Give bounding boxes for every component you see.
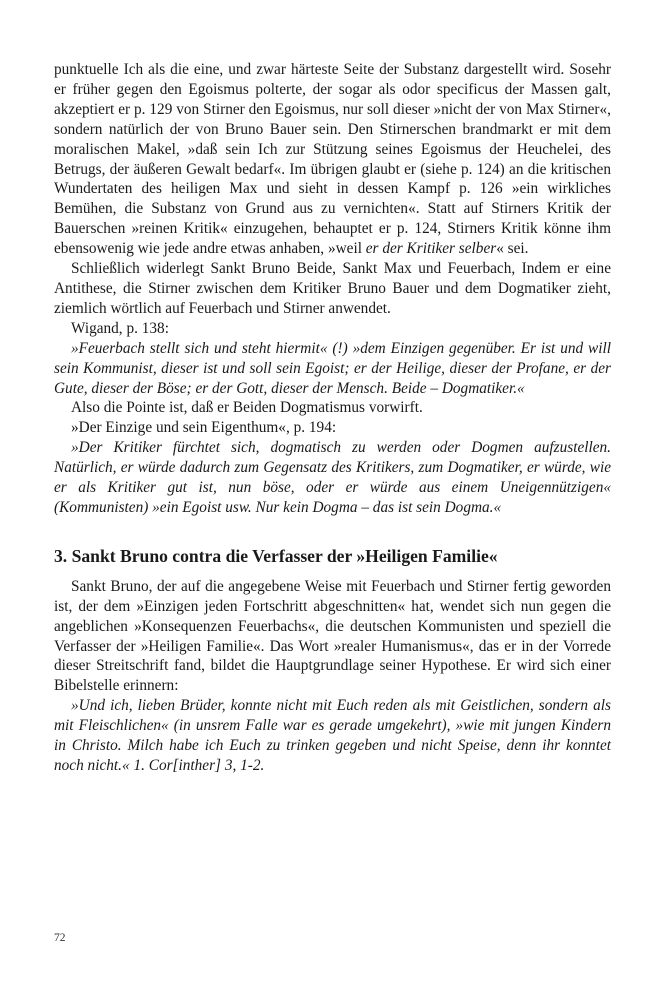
- citation-wigand: Wigand, p. 138:: [71, 319, 169, 337]
- paragraph-1-text: punktuelle Ich als die eine, und zwar härteste Seite der Substanz dargestellt wird. Sosehr er früher gegen den Egoismus polterte, der sogar als odor specificus der Massen galt, akzeptiert er p. 129 von Stirner den Egoismus, nur soll dieser »nicht der von Max Stirner«, sondern natürlich der von Bruno Bauer sein. Den Stirnerschen brandmarkt er mit dem moralischen Makel, »daß sein Ich zur Stützung seines Egoismus der Heuchelei, des Betrugs, der äußeren Gewalt bedarf«. Im übrigen glaubt er (siehe p. 124) an die kritischen Wundertaten des heiligen Max und sieht in dessen Kampf p. 126 »ein wirkliches Bemühen, die Substanz von Grund aus zu vernichten«. Statt auf Stirners Kritik der Bauerschen »reinen Kritik« einzugehen, behauptet er p. 124, Stirners Kritik könne ihm ebensowenig wie jede andre etwas anhaben, »weil: [54, 61, 611, 258]
- quote-corinther: »Und ich, lieben Brüder, konnte nicht mit Euch reden als mit Geistlichen, sondern als mit Fleischlichen« (in unsrem Falle war es gerade umgekehrt), »wie mit jungen Kindern in Christo. Milch habe ich Euch zu trinken gegeben und nicht Speise, denn ihr konntet noch nicht.« 1. Cor[inther] 3, 1-2.: [54, 697, 611, 774]
- citation-einzige: »Der Einzige und sein Eigenthum«, p. 194:: [71, 419, 337, 437]
- section-heading: 3. Sankt Bruno contra die Verfasser der »Heiligen Familie«: [54, 545, 498, 566]
- page-number: 72: [54, 932, 66, 944]
- quote-kritiker: »Der Kritiker fürchtet sich, dogmatisch zu werden oder Dogmen aufzustellen. Natürlich, er würde dadurch zum Gegensatz des Kritikers, zum Dogmatiker, er würde, wie er als Kritiker gut ist, nun böse, oder er würde aus einem Uneigennützigen« (Kommunisten) »ein Egoist usw. Nur kein Dogma – das ist sein Dogma.«: [54, 439, 611, 516]
- paragraph-pointe: Also die Pointe ist, daß er Beiden Dogmatismus vorwirft.: [71, 399, 423, 417]
- paragraph-1-tail: « sei.: [496, 240, 529, 258]
- paragraph-1-italic: er der Kritiker selber: [365, 240, 497, 258]
- page-body: [54, 60, 611, 776]
- paragraph-sankt-bruno: Sankt Bruno, der auf die angegebene Weise mit Feuerbach und Stirner fertig geworden ist, der dem »Einzigen jeden Fortschritt abgeschnitten« hat, wendet sich nun gegen die angeblichen »Konsequenzen Feuerbachs«, die deutschen Kommunisten und speziell die Verfasser der »Heiligen Familie«. Das Wort »realer Humanismus«, das er in der Vorrede dieser Streitschrift fand, bildet die Hauptgrundlage seiner Hypothese. Er wird sich einer Bibelstelle erinnern:: [54, 577, 611, 695]
- paragraph-2: Schließlich widerlegt Sankt Bruno Beide, Sankt Max und Feuerbach, Indem er eine Antithese, die Stirner zwischen dem Kritiker Bruno Bauer und dem Dogmatiker zieht, ziemlich wörtlich auf Feuerbach und Stirner anwendet.: [54, 260, 611, 317]
- quote-feuerbach: »Feuerbach stellt sich und steht hiermit« (!) »dem Einzigen gegenüber. Er ist und will sein Kommunist, dieser ist und soll sein Egoist; er der Heilige, dieser der Profane, er der Gute, dieser der Böse; er der Gott, dieser der Mensch. Beide – Dogmatiker.«: [54, 339, 611, 397]
- paragraph-1: [54, 60, 611, 259]
